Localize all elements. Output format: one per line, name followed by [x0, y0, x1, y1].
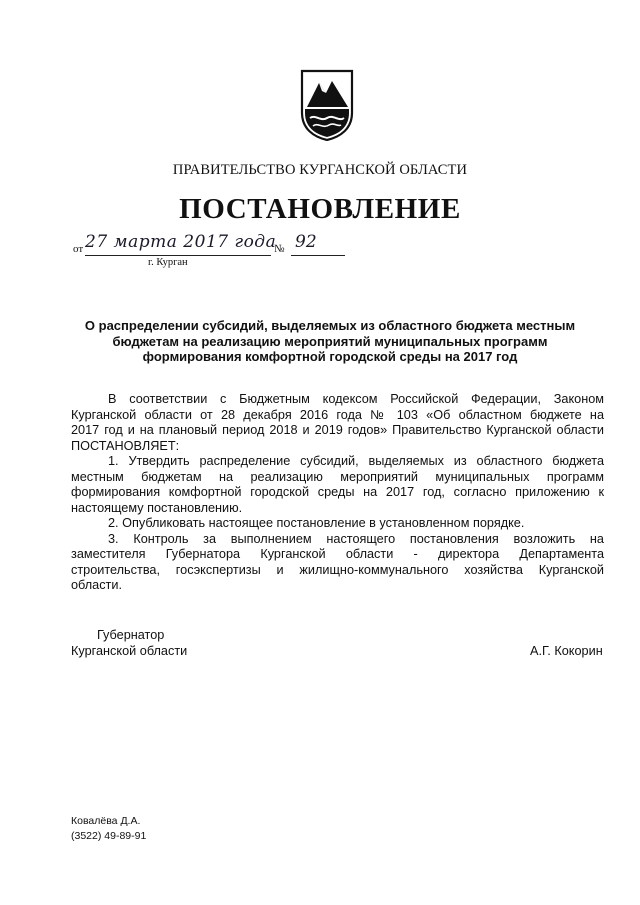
body-line: формирования комфортной городской среды на 2017 год, согласно приложению к — [71, 485, 604, 499]
handwritten-number: 92 — [295, 232, 317, 252]
signatory-position — [71, 627, 187, 659]
date-prefix: от — [73, 243, 84, 255]
item-2-paragraph — [71, 516, 604, 532]
executor-info — [71, 814, 146, 844]
body-line: местным бюджетам на реализацию мероприятий муниципальных программ — [71, 469, 604, 484]
date-number-line — [73, 234, 363, 258]
item-1-paragraph — [71, 454, 604, 516]
body-line: 1. Утвердить распределение субсидий, выделяемых из областного бюджета — [108, 454, 604, 468]
handwritten-date: 27 марта 2017 года — [85, 232, 277, 252]
document-type: ПОСТАНОВЛЕНИЕ — [179, 193, 461, 225]
executor-phone: (3522) 49-89-91 — [71, 830, 147, 842]
executor-name: Ковалёва Д.А. — [71, 815, 141, 827]
kurgan-coat-of-arms-icon — [299, 69, 355, 141]
title-line: бюджетам на реализацию мероприятий муниципальных программ — [112, 333, 548, 349]
date-underline — [85, 255, 271, 256]
item-3-paragraph — [71, 532, 604, 594]
body-line: 2017 год и на плановый период 2018 и 2019 годов» Правительство Курганской области — [71, 423, 604, 437]
body-line: В соответствии с Бюджетным кодексом Российской Федерации, Законом — [108, 392, 604, 406]
signatory-name: А.Г. Кокорин — [530, 644, 603, 658]
document-body — [71, 392, 604, 594]
body-line: строительства, госэкспертизы и жилищно-коммунального хозяйства Курганской — [71, 562, 604, 577]
document-title — [70, 318, 590, 365]
body-line: Курганской области от 28 декабря 2016 года № 103 «Об областном бюджете на — [71, 407, 604, 422]
body-line: ПОСТАНОВЛЯЕТ: — [71, 438, 180, 453]
government-name: ПРАВИТЕЛЬСТВО КУРГАНСКОЙ ОБЛАСТИ — [172, 162, 468, 178]
number-underline — [291, 255, 345, 256]
title-line: формирования комфортной городской среды на 2017 год — [142, 349, 518, 364]
position-region: Курганской области — [71, 644, 188, 658]
number-sign: № — [274, 243, 285, 255]
body-line: 3. Контроль за выполнением настоящего постановления возложить на — [108, 531, 604, 546]
city-name: г. Курган — [148, 257, 188, 268]
preamble-paragraph — [71, 392, 604, 454]
body-line: области. — [71, 578, 122, 592]
position-title: Губернатор — [97, 628, 165, 642]
title-line: О распределении субсидий, выделяемых из областного бюджета местным — [84, 318, 576, 333]
body-line: 2. Опубликовать настоящее постановление в установленном порядке. — [108, 516, 525, 530]
body-line: заместителя Губернатора Курганской области - директора Департамента — [71, 547, 604, 561]
body-line: настоящему постановлению. — [71, 500, 243, 515]
